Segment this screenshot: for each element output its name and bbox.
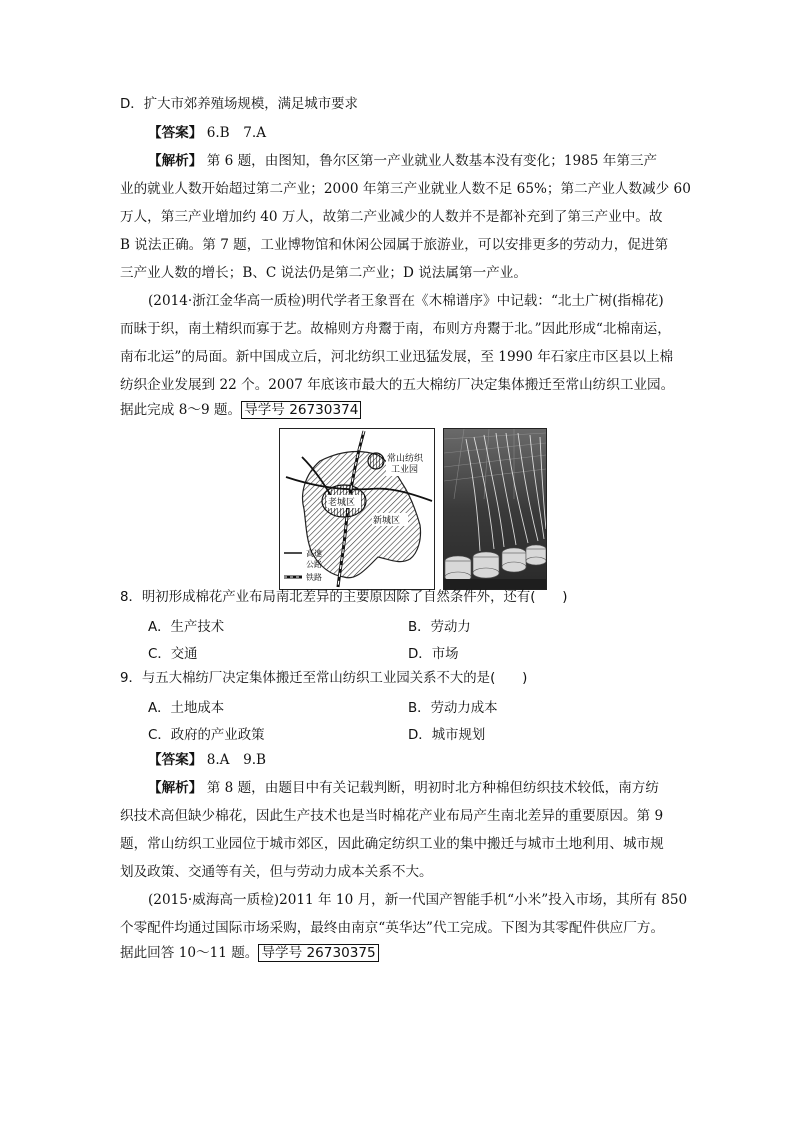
park-label-2: 工业园 <box>391 465 419 475</box>
q9-option-b: B．劳动力成本 <box>408 701 498 716</box>
analysis-6-7-line-1 <box>148 152 680 170</box>
q8-option-c: C．交通 <box>148 647 198 662</box>
park-label-1: 常山纺织 <box>387 454 424 464</box>
material-10-11-line-3 <box>120 944 680 962</box>
old-city-label: 老城区 <box>328 498 356 508</box>
answer-text: 6.B 7.A <box>206 125 267 141</box>
analysis-8-9-line-2: 织技术高但缺少棉花，因此生产技术也是当时棉花产业布局产生南北差异的重要原因。第 9 <box>120 808 664 824</box>
analysis-8-9-line-3: 题，常山纺织工业园位于城市郊区，因此确定纺织工业的集中搬迁与城市土地利用、城市规 <box>120 836 664 852</box>
q9-option-a: A．土地成本 <box>148 701 225 716</box>
q7-option-d: D．扩大市郊养殖场规模，满足城市要求 <box>120 97 358 112</box>
material-prompt: 据此回答 10～11 题。 <box>120 945 259 961</box>
industrial-park-marker <box>368 453 384 469</box>
guide-number-box: 导学号 26730374 <box>241 401 361 419</box>
analysis-label: 【解析】 <box>148 153 203 169</box>
material-8-9-line-1: (2014·浙江金华高一质检)明代学者王象晋在《木棉谱序》中记载：“北土广树(指棉花) <box>148 293 664 309</box>
analysis-label: 【解析】 <box>148 780 203 796</box>
q9-stem: 9．与五大棉纺厂决定集体搬迁至常山纺织工业园关系不大的是( ) <box>120 671 528 686</box>
analysis-6-7-line-2: 业的就业人数开始超过第二产业；2000 年第三产业就业人数不足 65%；第二产业人数减少 60 <box>120 181 691 197</box>
city-map-figure <box>279 428 435 590</box>
analysis-6-7-line-5: 三产业人数的增长；B、C 说法仍是第二产业；D 说法属第一产业。 <box>120 265 527 281</box>
q8-option-a: A．生产技术 <box>148 620 225 635</box>
spinning-mill-photo <box>443 428 547 590</box>
analysis-6-7-line-4: B 说法正确。第 7 题，工业博物馆和休闲公园属于旅游业，可以安排更多的劳动力，促进第 <box>120 237 669 253</box>
analysis-6-7-line-3: 万人，第三产业增加约 40 万人，故第二产业减少的人数并不是都补充到了第三产业中。故 <box>120 209 663 225</box>
answer-label: 【答案】 <box>148 752 203 768</box>
analysis-text: 第 6 题，由图知，鲁尔区第一产业就业人数基本没有变化；1985 年第三产 <box>206 153 658 169</box>
answer-8-9 <box>148 751 680 769</box>
material-8-9-line-3: 南布北运”的局面。新中国成立后，河北纺织工业迅猛发展，至 1990 年石家庄市区县以上棉 <box>120 349 674 365</box>
material-10-11-line-1: (2015·威海高一质检)2011 年 10 月，新一代国产智能手机“小米”投入市场，其所有 850 <box>148 892 688 908</box>
answer-label: 【答案】 <box>148 125 203 141</box>
analysis-8-9-line-4: 划及政策、交通等有关，但与劳动力成本关系不大。 <box>120 864 433 880</box>
q9-option-c: C．政府的产业政策 <box>148 728 265 743</box>
material-8-9-line-4: 纺织企业发展到 22 个。2007 年底该市最大的五大棉纺厂决定集体搬迁至常山纺织工业园。 <box>120 377 675 393</box>
q8-option-d: D．市场 <box>408 647 459 662</box>
answer-text: 8.A 9.B <box>206 752 267 768</box>
material-10-11-line-2: 个零配件均通过国际市场采购，最终由南京“英华达”代工完成。下图为其零配件供应厂方。 <box>120 920 665 936</box>
q8-option-b: B．劳动力 <box>408 620 471 635</box>
answer-6-7 <box>148 124 680 142</box>
legend-highway-2: 公路 <box>306 560 322 569</box>
material-8-9-line-5 <box>120 401 680 419</box>
q8-stem: 8．明初形成棉花产业布局南北差异的主要原因除了自然条件外，还有( ) <box>120 590 568 605</box>
legend-railway: 铁路 <box>306 573 322 582</box>
material-prompt: 据此完成 8～9 题。 <box>120 402 242 418</box>
guide-number-box: 导学号 26730375 <box>258 944 378 962</box>
new-city-label: 新城区 <box>373 516 401 526</box>
legend-highway-1: 高速 <box>306 549 322 558</box>
q9-option-d: D．城市规划 <box>408 728 486 743</box>
city-map-svg <box>280 429 434 589</box>
spinning-mill-photo-svg <box>444 429 546 589</box>
analysis-text: 第 8 题，由题目中有关记载判断，明初时北方种棉但纺织技术较低，南方纺 <box>206 780 659 796</box>
analysis-8-9-line-1 <box>148 779 680 797</box>
material-8-9-line-2: 而昧于织，南土精织而寡于艺。故棉则方舟鬻于南，布则方舟鬻于北。”因此形成“北棉南运， <box>120 321 671 337</box>
